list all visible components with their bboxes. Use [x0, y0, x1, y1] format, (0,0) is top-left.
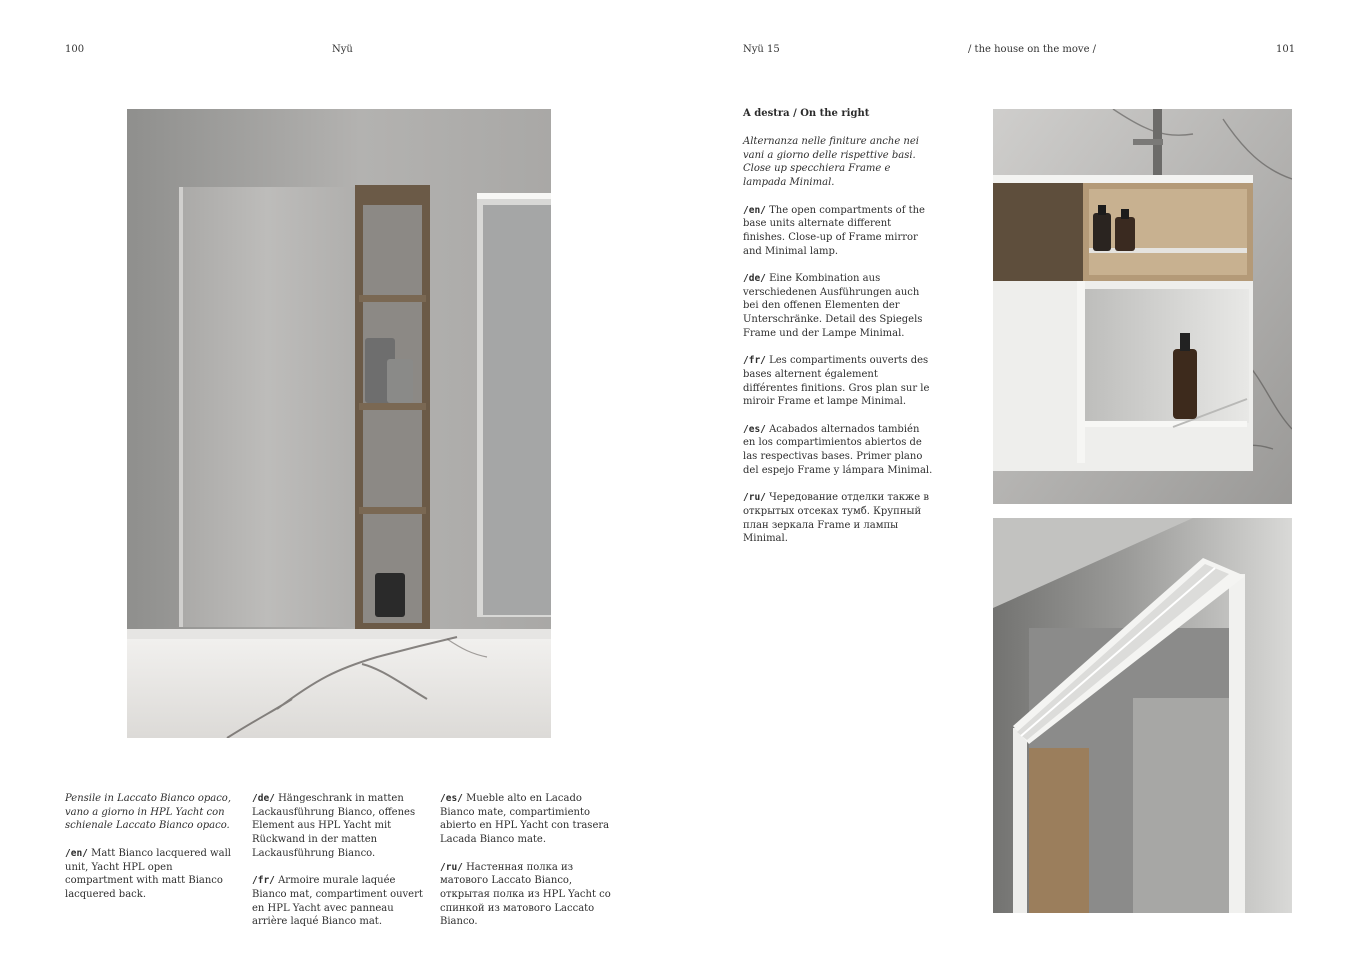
- wall-unit-photo: [127, 109, 551, 738]
- caption-column-2: [252, 792, 432, 943]
- left-running-title: Nyü: [332, 44, 353, 55]
- lang-tag-es: /es/: [743, 423, 766, 435]
- right-section-title: / the house on the move /: [968, 44, 1097, 55]
- right-text-es-body: Acabados alternados también en los compartimientos abiertos de las respectivas bases. Primer plano del espejo Frame y lámpara Minimal.: [743, 423, 933, 476]
- base-unit-photo: [993, 109, 1292, 504]
- right-page-number: 101: [1276, 44, 1296, 55]
- right-text-it: Alternanza nelle finiture anche nei vani a giorno delle rispettive basi. Close up specchiera Frame e lampada Minimal.: [743, 136, 919, 189]
- right-text-de-body: Eine Kombination aus verschiedenen Ausführungen auch bei den offenen Elementen der Unterschränke. Detail des Spiegels Frame und der Lampe Minimal.: [743, 273, 923, 339]
- caption-fr: [252, 874, 432, 929]
- caption-es: [440, 792, 618, 847]
- right-running-title: Nyü 15: [743, 44, 780, 55]
- lang-tag-ru: /ru/: [440, 861, 463, 873]
- caption-it: Pensile in Laccato Bianco opaco, vano a giorno in HPL Yacht con schienale Laccato Bianco opaco.: [65, 793, 231, 832]
- lang-tag-ru: /ru/: [743, 492, 766, 504]
- caption-en: [65, 847, 243, 902]
- lang-tag-en: /en/: [65, 847, 88, 859]
- caption-de-text: Hängeschrank in matten Lackausführung Bianco, offenes Element aus HPL Yacht mit Rückwand in der matten Lackausführung Bianco.: [252, 793, 416, 859]
- right-text-fr-body: Les compartiments ouverts des bases alternent également différentes finitions. Gros plan sur le miroir Frame et lampe Minimal.: [743, 355, 930, 408]
- caption-de: [252, 792, 432, 861]
- left-page-number: 100: [65, 44, 85, 55]
- caption-fr-text: Armoire murale laquée Bianco mat, compartiment ouvert en HPL Yacht avec panneau arrière laqué Bianco mat.: [252, 875, 423, 928]
- right-text-de: [743, 272, 933, 341]
- lang-tag-es: /es/: [440, 793, 463, 804]
- caption-es-text: Mueble alto en Lacado Bianco mate, compartimiento abierto en HPL Yacht con trasera Lacada Bianco mate.: [440, 793, 610, 846]
- lang-tag-fr: /fr/: [252, 875, 275, 887]
- lang-tag-de: /de/: [252, 793, 275, 804]
- caption-column-1: [65, 792, 243, 915]
- lang-tag-fr: /fr/: [743, 355, 766, 367]
- caption-ru: [440, 861, 618, 930]
- lang-tag-de: /de/: [743, 273, 766, 284]
- right-text-column: [743, 135, 933, 560]
- caption-column-3: [440, 792, 618, 943]
- right-text-en: [743, 204, 933, 259]
- right-text-en-body: The open compartments of the base units alternate different finishes. Close-up of Frame mirror and Minimal lamp.: [743, 204, 925, 257]
- right-text-fr: [743, 354, 933, 409]
- right-text-ru: [743, 491, 933, 546]
- frame-mirror-photo: [993, 518, 1292, 913]
- right-text-es: [743, 423, 933, 478]
- caption-en-text: Matt Bianco lacquered wall unit, Yacht HPL open compartment with matt Bianco lacquered back.: [65, 847, 231, 900]
- caption-ru-text: Настенная полка из матового Laccato Bianco, открытая полка из HPL Yacht со спинкой из матового Laccato Bianco.: [440, 861, 611, 928]
- right-text-ru-body: Чередование отделки также в открытых отсеках тумб. Крупный план зеркала Frame и лампы Minimal.: [743, 492, 929, 545]
- lang-tag-en: /en/: [743, 204, 766, 216]
- right-heading: A destra / On the right: [743, 108, 870, 119]
